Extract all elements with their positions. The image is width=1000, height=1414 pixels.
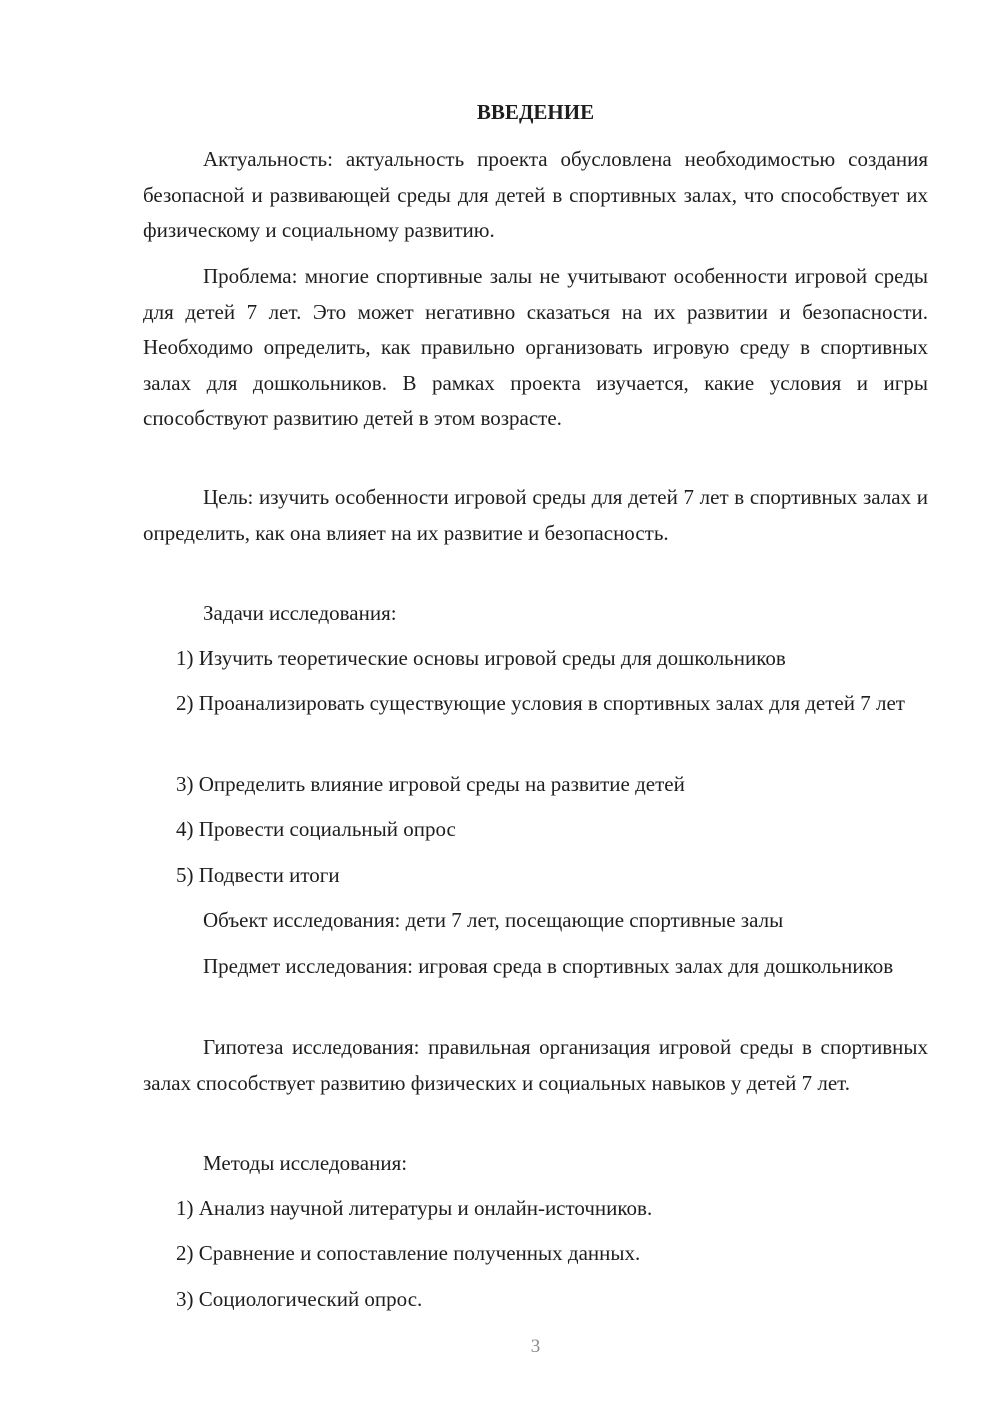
paragraph-methods-heading: Методы исследования: [203, 1151, 408, 1175]
list-item-method-2: 2) Сравнение и сопоставление полученных данных. [176, 1241, 641, 1265]
list-item-method-3: 3) Социологический опрос. [176, 1287, 423, 1311]
section-title: ВВЕДЕНИЕ [476, 100, 595, 124]
paragraph-object: Объект исследования: дети 7 лет, посещающие спортивные залы [203, 908, 784, 932]
list-item-method-1: 1) Анализ научной литературы и онлайн-источников. [176, 1196, 653, 1220]
paragraph-hypothesis: Гипотеза исследования: правильная организация игровой среды в спортивных залах способствует развитию физических и социальных навыков у детей 7 лет. [143, 1035, 928, 1095]
paragraph-subject: Предмет исследования: игровая среда в спортивных залах для дошкольников [203, 954, 894, 978]
paragraph-relevance: Актуальность: актуальность проекта обусловлена необходимостью создания безопасной и развивающей среды для детей в спортивных залах, что способствует их физическому и социальному развитию. [143, 147, 928, 242]
list-item-task-4: 4) Провести социальный опрос [176, 817, 456, 841]
paragraph-problem: Проблема: многие спортивные залы не учитывают особенности игровой среды для детей 7 лет. Это может негативно сказаться на их развитии и безопасности. Необходимо определить, как правильно организовать игровую среду в спортивных залах для дошкольников. В рамках проекта изучается, какие условия и игры способствуют развитию детей в этом возрасте. [143, 264, 928, 430]
list-item-task-1: 1) Изучить теоретические основы игровой среды для дошкольников [176, 646, 786, 670]
list-item-task-2: 2) Проанализировать существующие условия в спортивных залах для детей 7 лет [176, 691, 905, 715]
paragraph-goal: Цель: изучить особенности игровой среды для детей 7 лет в спортивных залах и определить, как она влияет на их развитие и безопасность. [143, 485, 928, 545]
list-item-task-5: 5) Подвести итоги [176, 863, 340, 887]
paragraph-tasks-heading: Задачи исследования: [203, 601, 397, 625]
list-item-task-3: 3) Определить влияние игровой среды на развитие детей [176, 772, 685, 796]
document-page [143, 0, 928, 1414]
page-number: 3 [530, 1336, 541, 1357]
